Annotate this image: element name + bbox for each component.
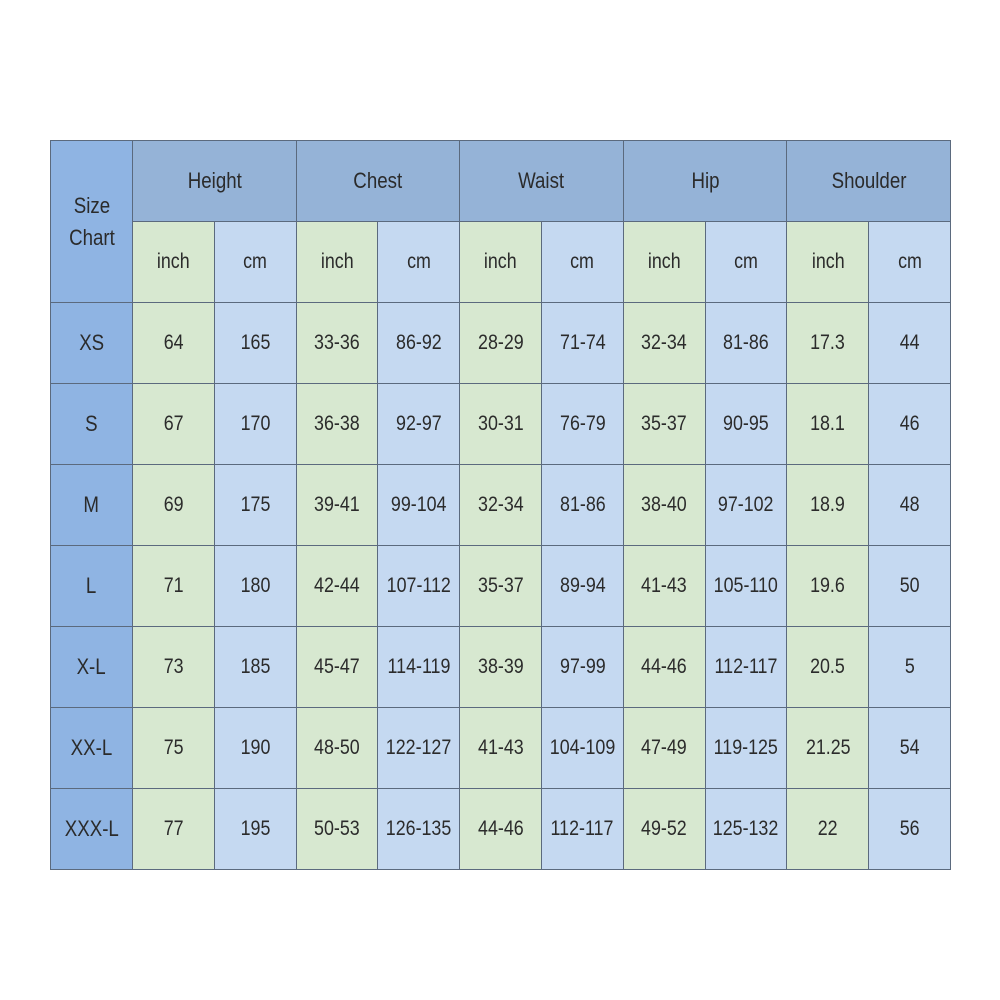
table-cell: 56 bbox=[869, 789, 951, 870]
size-label-cell: XX-L bbox=[51, 708, 133, 789]
table-cell: 38-39 bbox=[460, 627, 542, 708]
size-label-cell: M bbox=[51, 465, 133, 546]
table-cell: 76-79 bbox=[542, 384, 624, 465]
table-cell: 114-119 bbox=[378, 627, 460, 708]
table-cell: 71-74 bbox=[542, 303, 624, 384]
table-cell: 36-38 bbox=[296, 384, 378, 465]
table-cell: 35-37 bbox=[623, 384, 705, 465]
unit-header: inch bbox=[787, 222, 869, 303]
unit-header: cm bbox=[869, 222, 951, 303]
table-cell: 112-117 bbox=[705, 627, 787, 708]
table-cell: 50-53 bbox=[296, 789, 378, 870]
table-cell: 165 bbox=[214, 303, 296, 384]
table-cell: 86-92 bbox=[378, 303, 460, 384]
group-header-shoulder: Shoulder bbox=[787, 141, 951, 222]
table-cell: 107-112 bbox=[378, 546, 460, 627]
table-cell: 21.25 bbox=[787, 708, 869, 789]
table-cell: 67 bbox=[133, 384, 215, 465]
size-label-cell: X-L bbox=[51, 627, 133, 708]
table-cell: 190 bbox=[214, 708, 296, 789]
unit-header: cm bbox=[542, 222, 624, 303]
table-cell: 46 bbox=[869, 384, 951, 465]
table-cell: 69 bbox=[133, 465, 215, 546]
table-cell: 73 bbox=[133, 627, 215, 708]
unit-header-row bbox=[51, 222, 951, 303]
table-cell: 18.1 bbox=[787, 384, 869, 465]
table-cell: 47-49 bbox=[623, 708, 705, 789]
table-cell: 38-40 bbox=[623, 465, 705, 546]
unit-header: cm bbox=[705, 222, 787, 303]
group-header-hip: Hip bbox=[623, 141, 787, 222]
table-row bbox=[51, 708, 951, 789]
table-cell: 104-109 bbox=[542, 708, 624, 789]
table-row bbox=[51, 384, 951, 465]
table-cell: 90-95 bbox=[705, 384, 787, 465]
corner-label-line2: Chart bbox=[68, 224, 115, 250]
table-cell: 32-34 bbox=[623, 303, 705, 384]
table-cell: 44-46 bbox=[623, 627, 705, 708]
table-cell: 175 bbox=[214, 465, 296, 546]
table-cell: 42-44 bbox=[296, 546, 378, 627]
table-cell: 81-86 bbox=[705, 303, 787, 384]
unit-header: inch bbox=[133, 222, 215, 303]
unit-header: cm bbox=[214, 222, 296, 303]
group-header-waist: Waist bbox=[460, 141, 624, 222]
size-chart-table bbox=[50, 140, 951, 870]
unit-header: cm bbox=[378, 222, 460, 303]
table-cell: 48 bbox=[869, 465, 951, 546]
table-cell: 41-43 bbox=[460, 708, 542, 789]
table-cell: 126-135 bbox=[378, 789, 460, 870]
table-row bbox=[51, 789, 951, 870]
table-cell: 41-43 bbox=[623, 546, 705, 627]
table-cell: 32-34 bbox=[460, 465, 542, 546]
table-cell: 44-46 bbox=[460, 789, 542, 870]
table-cell: 97-102 bbox=[705, 465, 787, 546]
table-cell: 170 bbox=[214, 384, 296, 465]
group-header-chest: Chest bbox=[296, 141, 460, 222]
table-cell: 185 bbox=[214, 627, 296, 708]
table-cell: 44 bbox=[869, 303, 951, 384]
table-cell: 75 bbox=[133, 708, 215, 789]
table-cell: 89-94 bbox=[542, 546, 624, 627]
table-cell: 125-132 bbox=[705, 789, 787, 870]
table-cell: 180 bbox=[214, 546, 296, 627]
size-chart-corner-label bbox=[51, 141, 133, 303]
table-cell: 20.5 bbox=[787, 627, 869, 708]
table-cell: 19.6 bbox=[787, 546, 869, 627]
size-label-cell: S bbox=[51, 384, 133, 465]
table-row bbox=[51, 303, 951, 384]
unit-header: inch bbox=[296, 222, 378, 303]
size-label-cell: L bbox=[51, 546, 133, 627]
unit-header: inch bbox=[460, 222, 542, 303]
table-cell: 17.3 bbox=[787, 303, 869, 384]
table-cell: 50 bbox=[869, 546, 951, 627]
unit-header: inch bbox=[623, 222, 705, 303]
table-cell: 81-86 bbox=[542, 465, 624, 546]
table-row bbox=[51, 546, 951, 627]
size-label-cell: XXX-L bbox=[51, 789, 133, 870]
table-cell: 105-110 bbox=[705, 546, 787, 627]
table-row bbox=[51, 627, 951, 708]
table-cell: 33-36 bbox=[296, 303, 378, 384]
table-cell: 39-41 bbox=[296, 465, 378, 546]
table-cell: 195 bbox=[214, 789, 296, 870]
table-cell: 45-47 bbox=[296, 627, 378, 708]
table-cell: 48-50 bbox=[296, 708, 378, 789]
table-cell: 99-104 bbox=[378, 465, 460, 546]
table-cell: 28-29 bbox=[460, 303, 542, 384]
table-cell: 35-37 bbox=[460, 546, 542, 627]
table-cell: 49-52 bbox=[623, 789, 705, 870]
table-cell: 112-117 bbox=[542, 789, 624, 870]
table-cell: 77 bbox=[133, 789, 215, 870]
size-label-cell: XS bbox=[51, 303, 133, 384]
table-cell: 64 bbox=[133, 303, 215, 384]
table-cell: 54 bbox=[869, 708, 951, 789]
table-cell: 97-99 bbox=[542, 627, 624, 708]
table-cell: 5 bbox=[869, 627, 951, 708]
corner-label-line1: Size bbox=[73, 192, 110, 218]
table-cell: 119-125 bbox=[705, 708, 787, 789]
group-header-height: Height bbox=[133, 141, 297, 222]
table-cell: 122-127 bbox=[378, 708, 460, 789]
table-cell: 22 bbox=[787, 789, 869, 870]
table-cell: 71 bbox=[133, 546, 215, 627]
table-cell: 92-97 bbox=[378, 384, 460, 465]
table-cell: 30-31 bbox=[460, 384, 542, 465]
group-header-row bbox=[51, 141, 951, 222]
table-cell: 18.9 bbox=[787, 465, 869, 546]
size-table-body bbox=[51, 303, 951, 870]
table-row bbox=[51, 465, 951, 546]
